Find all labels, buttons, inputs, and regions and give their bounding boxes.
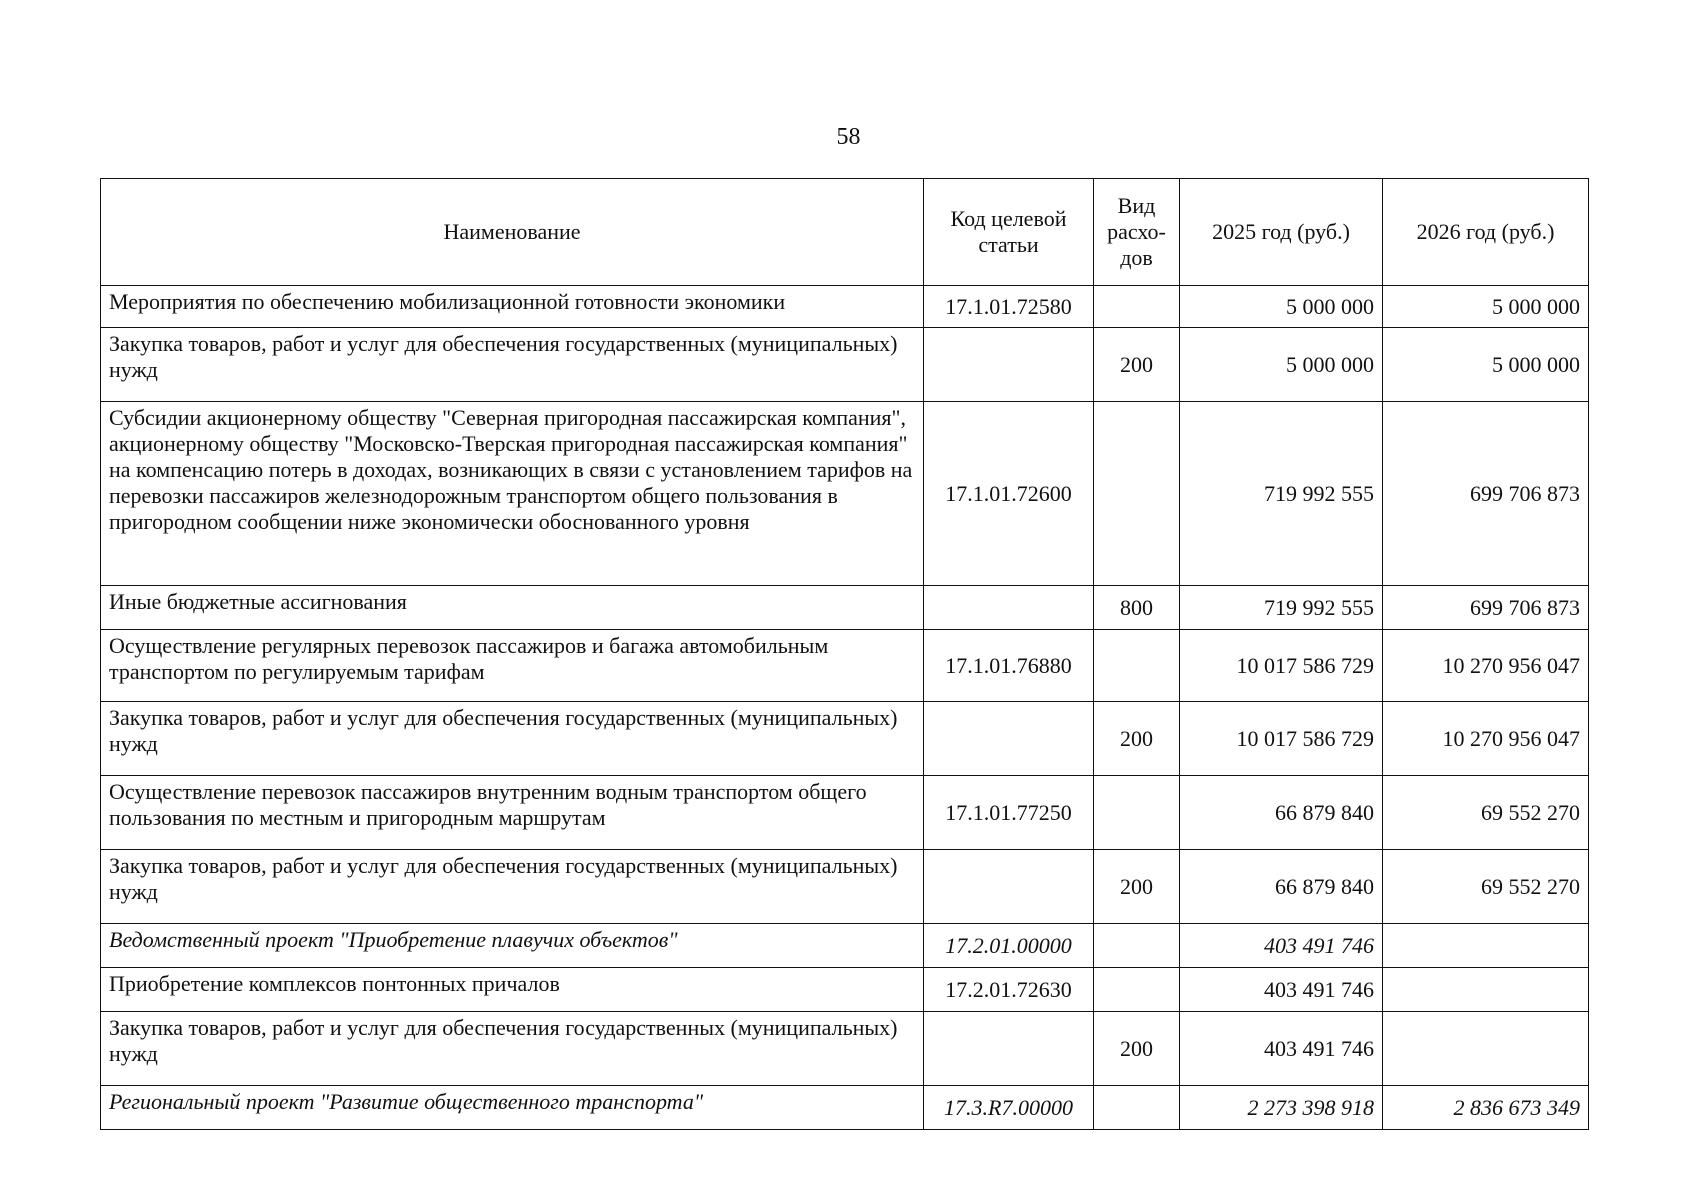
cell-2025: 403 491 746: [1180, 1012, 1383, 1086]
cell-name: Осуществление регулярных перевозок пассажиров и багажа автомобильным транспортом по регулируемым тарифам: [101, 630, 924, 702]
table-row: [101, 924, 1589, 968]
cell-2026: 5 000 000: [1383, 286, 1589, 328]
cell-code: 17.3.R7.00000: [924, 1086, 1094, 1130]
cell-code: 17.1.01.72600: [924, 402, 1094, 586]
cell-2026: 69 552 270: [1383, 776, 1589, 850]
cell-2025: 66 879 840: [1180, 776, 1383, 850]
table-row: [101, 968, 1589, 1012]
table-row: [101, 286, 1589, 328]
cell-name: Закупка товаров, работ и услуг для обеспечения государственных (муниципальных) нужд: [101, 1012, 924, 1086]
cell-2025: 719 992 555: [1180, 586, 1383, 630]
table-row: [101, 630, 1589, 702]
cell-name: Субсидии акционерному обществу "Северная пригородная пассажирская компания", акционерному обществу "Московско-Тверская пригородная пассажирская компания" на компенсацию потерь в доходах, возникающих в связи с установлением тарифов на перевозки пассажиров железнодорожным транспортом общего пользования в пригородном сообщении ниже экономически обоснованного уровня: [101, 402, 924, 586]
cell-2026: 10 270 956 047: [1383, 702, 1589, 776]
cell-vid: [1094, 402, 1180, 586]
cell-name: Осуществление перевозок пассажиров внутренним водным транспортом общего пользования по местным и пригородным маршрутам: [101, 776, 924, 850]
cell-name: Региональный проект "Развитие общественного транспорта": [101, 1086, 924, 1130]
cell-2025: 5 000 000: [1180, 328, 1383, 402]
cell-2026: 699 706 873: [1383, 586, 1589, 630]
cell-code: 17.2.01.72630: [924, 968, 1094, 1012]
cell-code: 17.2.01.00000: [924, 924, 1094, 968]
cell-2025: 719 992 555: [1180, 402, 1383, 586]
cell-vid: 200: [1094, 850, 1180, 924]
cell-vid: [1094, 924, 1180, 968]
cell-name: Приобретение комплексов понтонных причалов: [101, 968, 924, 1012]
cell-2025: 403 491 746: [1180, 924, 1383, 968]
cell-code: 17.1.01.72580: [924, 286, 1094, 328]
cell-code: 17.1.01.76880: [924, 630, 1094, 702]
header-vid: Вид расхо-дов: [1094, 179, 1180, 286]
cell-vid: 800: [1094, 586, 1180, 630]
cell-name: Закупка товаров, работ и услуг для обеспечения государственных (муниципальных) нужд: [101, 850, 924, 924]
cell-vid: [1094, 776, 1180, 850]
page-number: 58: [836, 124, 861, 150]
table-row: [101, 1012, 1589, 1086]
cell-2025: 403 491 746: [1180, 968, 1383, 1012]
cell-2025: 5 000 000: [1180, 286, 1383, 328]
cell-vid: 200: [1094, 328, 1180, 402]
header-2026: 2026 год (руб.): [1383, 179, 1589, 286]
cell-vid: 200: [1094, 702, 1180, 776]
cell-name: Мероприятия по обеспечению мобилизационной готовности экономики: [101, 286, 924, 328]
cell-2026: 69 552 270: [1383, 850, 1589, 924]
cell-vid: [1094, 630, 1180, 702]
table-row: [101, 1086, 1589, 1130]
cell-2026: [1383, 968, 1589, 1012]
table-header-row: [101, 179, 1589, 286]
cell-2026: 2 836 673 349: [1383, 1086, 1589, 1130]
table-row: [101, 402, 1589, 586]
cell-code: [924, 850, 1094, 924]
cell-2026: 10 270 956 047: [1383, 630, 1589, 702]
header-code: Код целевой статьи: [924, 179, 1094, 286]
cell-code: 17.1.01.77250: [924, 776, 1094, 850]
cell-code: [924, 702, 1094, 776]
cell-code: [924, 1012, 1094, 1086]
cell-2025: 2 273 398 918: [1180, 1086, 1383, 1130]
cell-name: Закупка товаров, работ и услуг для обеспечения государственных (муниципальных) нужд: [101, 702, 924, 776]
budget-table: [100, 178, 1589, 1130]
cell-name: Закупка товаров, работ и услуг для обеспечения государственных (муниципальных) нужд: [101, 328, 924, 402]
cell-vid: 200: [1094, 1012, 1180, 1086]
cell-vid: [1094, 1086, 1180, 1130]
table-row: [101, 776, 1589, 850]
cell-2026: 699 706 873: [1383, 402, 1589, 586]
table-row: [101, 702, 1589, 776]
header-2025: 2025 год (руб.): [1180, 179, 1383, 286]
header-name: Наименование: [101, 179, 924, 286]
table-row: [101, 586, 1589, 630]
cell-name: Иные бюджетные ассигнования: [101, 586, 924, 630]
table-row: [101, 850, 1589, 924]
cell-code: [924, 586, 1094, 630]
cell-vid: [1094, 286, 1180, 328]
cell-2025: 10 017 586 729: [1180, 702, 1383, 776]
cell-2026: 5 000 000: [1383, 328, 1589, 402]
cell-2026: [1383, 1012, 1589, 1086]
table-row: [101, 328, 1589, 402]
cell-code: [924, 328, 1094, 402]
cell-vid: [1094, 968, 1180, 1012]
cell-2025: 66 879 840: [1180, 850, 1383, 924]
cell-2025: 10 017 586 729: [1180, 630, 1383, 702]
cell-2026: [1383, 924, 1589, 968]
cell-name: Ведомственный проект "Приобретение плавучих объектов": [101, 924, 924, 968]
